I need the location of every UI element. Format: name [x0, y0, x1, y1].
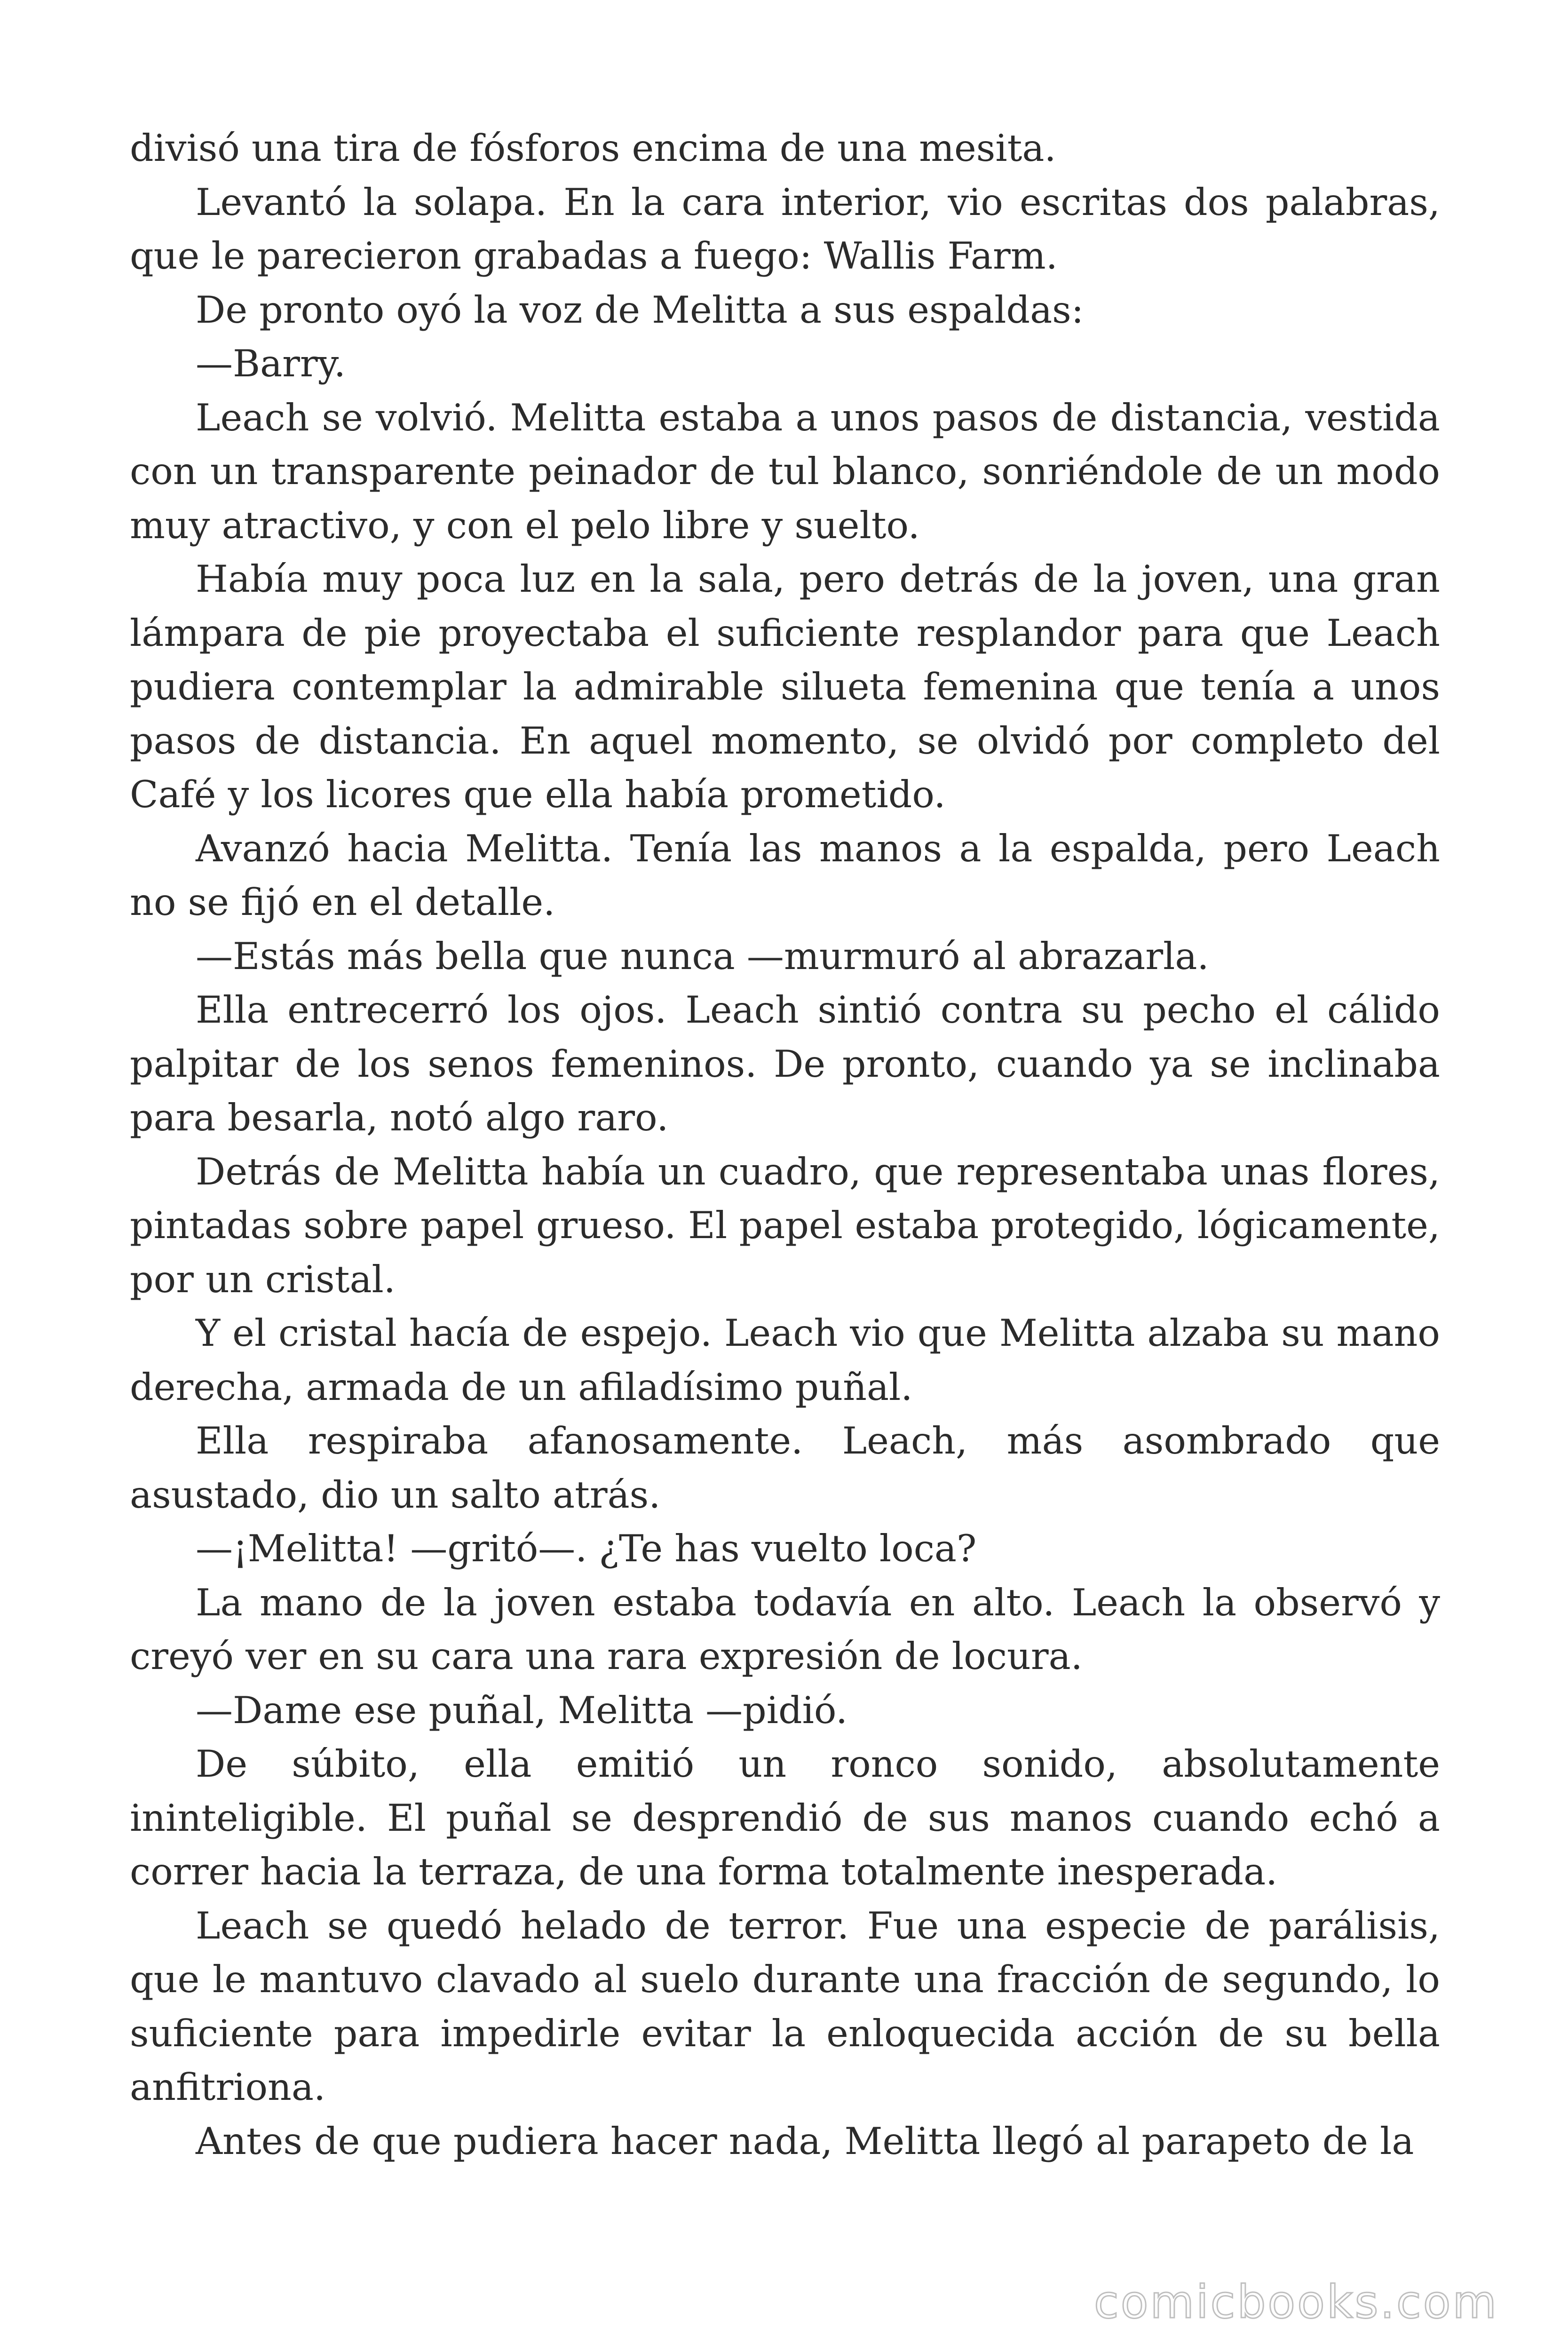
paragraph-continuation: divisó una tira de fósforos encima de una mesita. — [130, 127, 1056, 170]
dialogue-line: —Barry. — [196, 342, 346, 385]
paragraph: Levantó la solapa. En la cara interior, vio escritas dos palabras, que le parecieron grabadas a fuego: Wallis Farm. — [130, 180, 1440, 278]
dialogue-line: —Estás más bella que nunca —murmuró al abrazarla. — [196, 934, 1209, 978]
paragraph: Y el cristal hacía de espejo. Leach vio que Melitta alzaba su mano derecha, armada de un afiladísimo puñal. — [130, 1311, 1440, 1409]
paragraph: Ella entrecerró los ojos. Leach sintió contra su pecho el cálido palpitar de los senos femeninos. De pronto, cuando ya se inclinaba para besarla, notó algo raro. — [130, 988, 1440, 1139]
dialogue-line: —¡Melitta! —gritó—. ¿Te has vuelto loca? — [196, 1527, 977, 1570]
paragraph: De súbito, ella emitió un ronco sonido, absolutamente ininteligible. El puñal se desprendió de sus manos cuando echó a correr hacia la terraza, de una forma totalmente inesperada. — [130, 1742, 1440, 1893]
paragraph: Avanzó hacia Melitta. Tenía las manos a la espalda, pero Leach no se fijó en el detalle. — [130, 826, 1440, 924]
paragraph: Había muy poca luz en la sala, pero detrás de la joven, una gran lámpara de pie proyectaba el suficiente resplandor para que Leach pudiera contemplar la admirable silueta femenina que tenía a unos pasos de distancia. En aquel momento, se olvidó por completo del Café y los licores que ella había prometido. — [130, 557, 1440, 816]
paragraph: Leach se volvió. Melitta estaba a unos pasos de distancia, vestida con un transparente peinador de tul blanco, sonriéndole de un modo muy atractivo, y con el pelo libre y suelto. — [130, 396, 1440, 547]
paragraph: Antes de que pudiera hacer nada, Melitta llegó al parapeto de la — [196, 2119, 1414, 2163]
page-body — [130, 121, 1440, 2168]
paragraph: Leach se quedó helado de terror. Fue una especie de parálisis, que le mantuvo clavado al suelo durante una fracción de segundo, lo suficiente para impedirle evitar la enloquecida acción de su bella anfitriona. — [130, 1904, 1440, 2109]
paragraph: De pronto oyó la voz de Melitta a sus espaldas: — [196, 288, 1084, 332]
dialogue-line: —Dame ese puñal, Melitta —pidió. — [196, 1688, 848, 1732]
watermark-text: comicbooks.com — [1093, 2276, 1498, 2328]
paragraph: Ella respiraba afanosamente. Leach, más asombrado que asustado, dio un salto atrás. — [130, 1419, 1440, 1517]
paragraph: La mano de la joven estaba todavía en alto. Leach la observó y creyó ver en su cara una rara expresión de locura. — [130, 1581, 1440, 1678]
paragraph: Detrás de Melitta había un cuadro, que representaba unas flores, pintadas sobre papel grueso. El papel estaba protegido, lógicamente, por un cristal. — [130, 1150, 1440, 1301]
